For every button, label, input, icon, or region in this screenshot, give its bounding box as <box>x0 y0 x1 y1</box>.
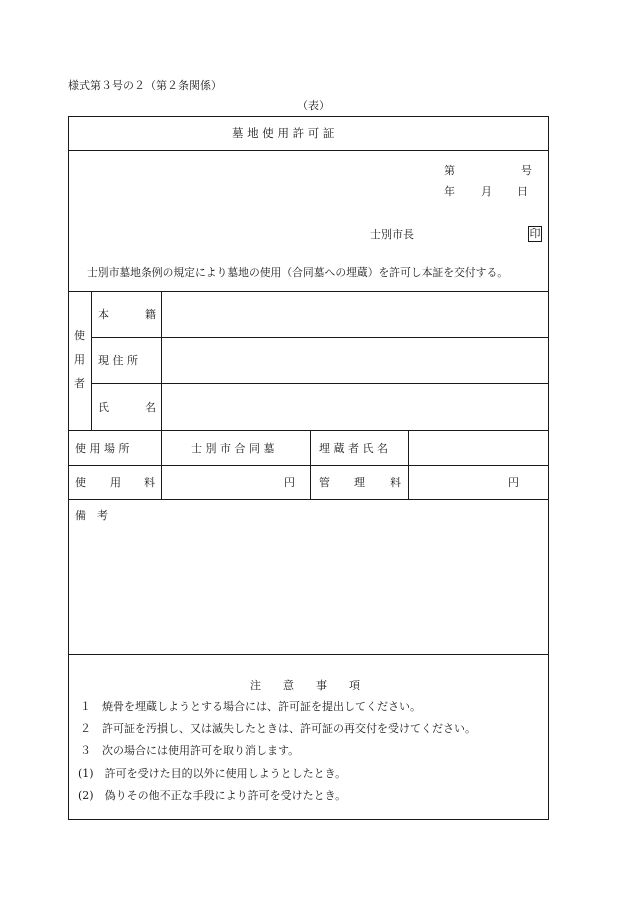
note-item: ３ 次の場合には使用許可を取り消します。 <box>80 744 300 757</box>
note-item: ２ 許可証を汚損し、又は滅失したときは、許可証の再交付を受けてください。 <box>80 722 476 735</box>
burial-person-label: 埋 蔵 者 氏 名 <box>319 442 388 455</box>
user-label-char-1: 使 <box>74 329 85 342</box>
mid-divider-left <box>310 430 311 499</box>
usage-fee-unit: 円 <box>284 476 295 489</box>
number-suffix: 号 <box>521 164 532 177</box>
full-name-label-b: 名 <box>145 401 156 414</box>
date-month: 月 <box>481 185 492 198</box>
management-fee-unit: 円 <box>508 476 519 489</box>
mid-divider-right <box>408 430 409 499</box>
note-item: (1) 許可を受けた目的以外に使用しようとしたとき。 <box>78 767 347 780</box>
form-number: 様式第３号の２（第２条関係） <box>68 79 222 92</box>
note-item: １ 焼骨を埋蔵しようとする場合には、許可証を提出してください。 <box>80 700 421 713</box>
user-section-bottom <box>68 430 549 431</box>
registered-domicile-label-a: 本 <box>98 308 109 321</box>
full-name-label-a: 氏 <box>98 401 109 414</box>
user-row-divider-1 <box>91 337 549 338</box>
statement: 士別市墓地条例の規定により墓地の使用（合同墓への埋蔵）を許可し本証を交付する。 <box>87 266 509 279</box>
user-label-char-3: 者 <box>74 377 85 390</box>
registered-domicile-label-b: 籍 <box>145 308 156 321</box>
remarks-label: 備 考 <box>75 509 108 522</box>
title-divider <box>68 150 549 151</box>
side-label: （表） <box>297 99 330 112</box>
statement-divider <box>68 291 549 292</box>
remarks-bottom <box>68 654 549 655</box>
current-address-label: 現 住 所 <box>98 354 138 367</box>
user-row-divider-2 <box>91 383 549 384</box>
permit-form <box>68 116 549 820</box>
usage-location-label: 使 用 場 所 <box>75 442 130 455</box>
user-label-divider <box>91 291 92 430</box>
usage-fee-label-b: 用 <box>110 476 121 489</box>
notes-title: 注 意 事 項 <box>250 679 360 692</box>
number-prefix: 第 <box>444 164 455 177</box>
seal-stamp-box: 印 <box>529 227 541 240</box>
location-row-bottom <box>68 465 549 466</box>
user-label-char-2: 用 <box>74 353 85 366</box>
label-value-divider <box>161 291 162 499</box>
form-title: 墓 地 使 用 許 可 証 <box>232 126 335 140</box>
date-day: 日 <box>517 185 528 198</box>
management-fee-label-b: 理 <box>354 476 365 489</box>
management-fee-label-a: 管 <box>319 476 330 489</box>
issuer: 士別市長 <box>370 228 414 241</box>
fees-row-bottom <box>68 499 549 500</box>
usage-fee-label-c: 料 <box>144 476 155 489</box>
note-item: (2) 偽りその他不正な手段により許可を受けたとき。 <box>78 789 347 802</box>
date-year: 年 <box>444 185 455 198</box>
management-fee-label-c: 料 <box>390 476 401 489</box>
usage-fee-label-a: 使 <box>75 476 86 489</box>
usage-location-value: 士 別 市 合 同 墓 <box>191 442 275 455</box>
